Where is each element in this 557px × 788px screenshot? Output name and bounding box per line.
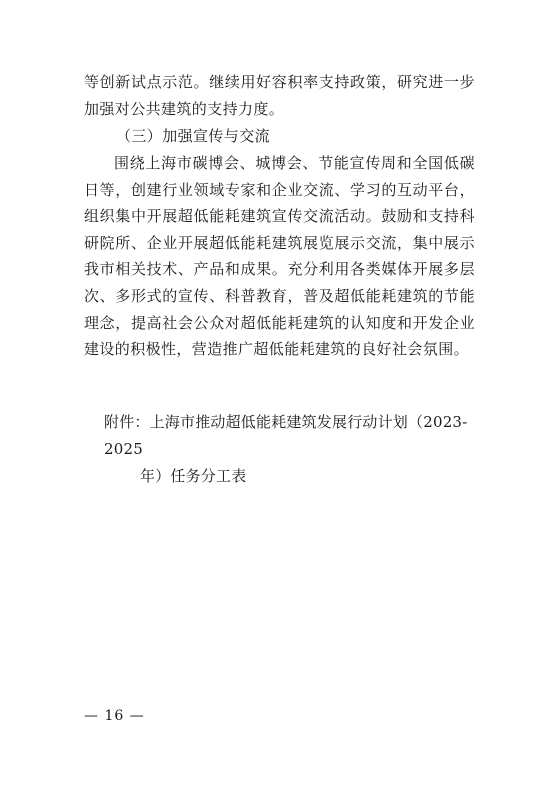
continued-paragraph: 等创新试点示范。继续用好容积率支持政策，研究进一步加强对公共建筑的支持力度。 (84, 73, 475, 118)
section-paragraph: 围绕上海市碳博会、城博会、节能宣传周和全国低碳日等，创建行业领域专家和企业交流、学习的互动平台，组织集中开展超低能耗建筑宣传交流活动。鼓励和支持科研院所、企业开展超低能耗建筑展览展示交流，集中展示我市相关技术、产品和成果。充分利用各类媒体开展多层次、多形式的宣传、科普教育，普及超低能耗建筑的节能理念，提高社会公众对超低能耗建筑的认知度和开发企业建设的积极性，营造推广超低能耗建筑的良好社会氛围。 (84, 154, 475, 359)
page-number: — 16 — (84, 708, 145, 724)
attachment-line-2: 年）任务分工表 (140, 467, 247, 485)
attachment-line-1: 附件：上海市推动超低能耗建筑发展行动计划（2023-2025 (104, 413, 468, 458)
attachment-note (104, 409, 484, 490)
section-heading: （三）加强宣传与交流 (116, 127, 271, 145)
